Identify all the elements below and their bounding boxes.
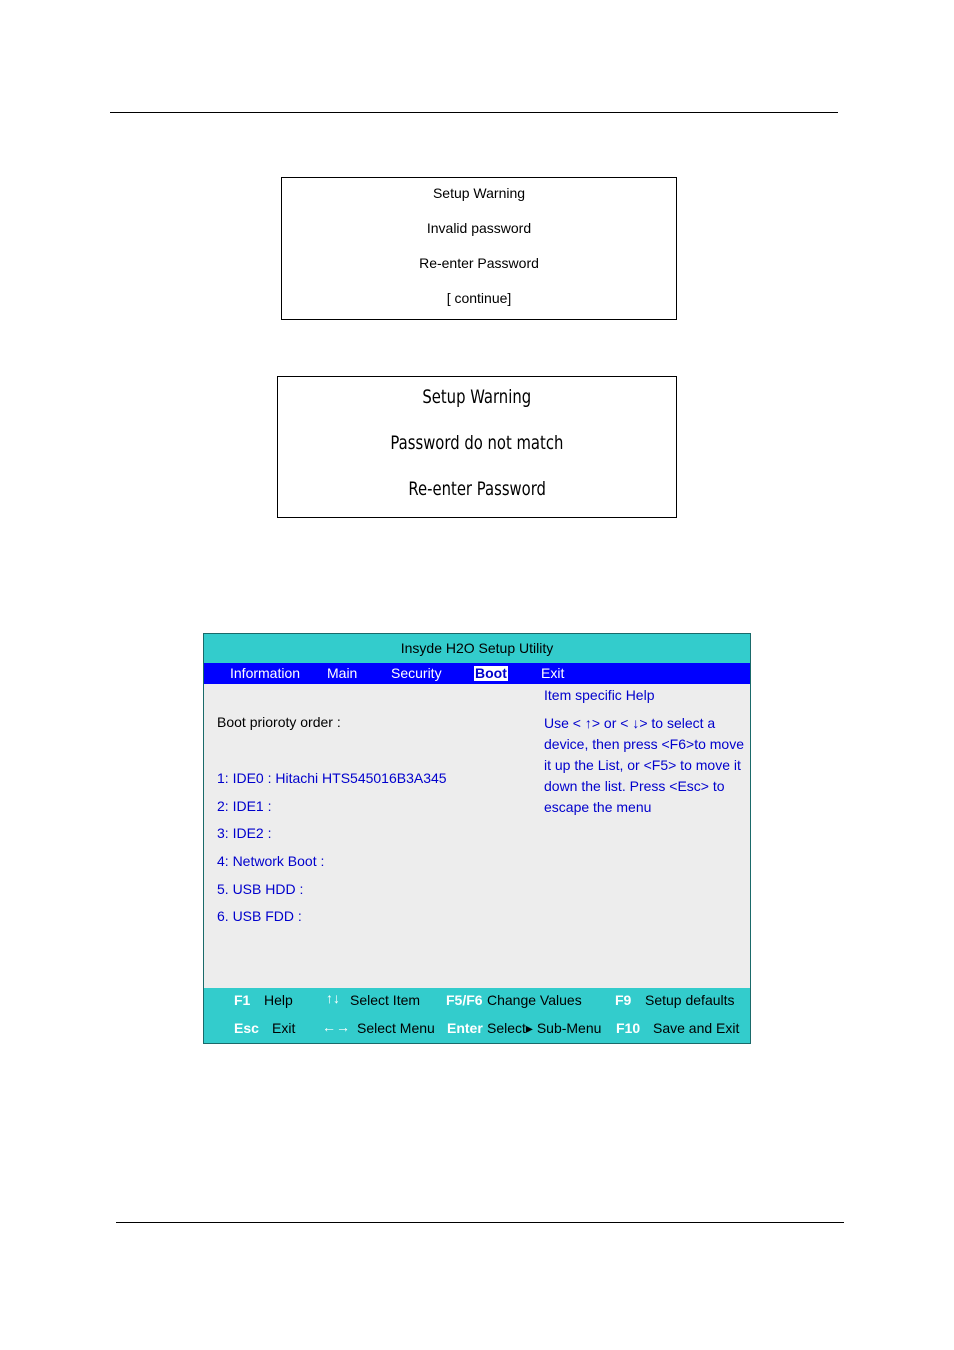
dialog-instruction: Re-enter Password	[408, 478, 546, 500]
leftright-arrows-icon: ←→	[322, 1019, 350, 1035]
continue-button[interactable]: [ continue]	[446, 290, 512, 306]
key-esc-label: Exit	[272, 1020, 296, 1036]
menu-exit[interactable]: Exit	[541, 665, 565, 681]
key-f10: F10	[616, 1020, 641, 1036]
menu-information[interactable]: Information	[230, 665, 301, 681]
key-enter: Enter	[447, 1020, 483, 1036]
help-line: it up the List, or <F5> to move it	[544, 757, 741, 773]
dialog-title: Setup Warning	[422, 386, 532, 408]
boot-item-ide1[interactable]: 2: IDE1 :	[217, 798, 272, 814]
key-f9: F9	[615, 992, 632, 1008]
boot-item-network[interactable]: 4: Network Boot :	[217, 853, 325, 869]
boot-item-usb-hdd[interactable]: 5. USB HDD :	[217, 881, 304, 897]
help-line: device, then press <F6>to move	[544, 736, 744, 752]
footer-rule	[116, 1222, 844, 1223]
help-line: Use < ↑> or < ↓> to select a	[544, 715, 716, 731]
boot-item-ide2[interactable]: 3: IDE2 :	[217, 825, 272, 841]
setup-warning-dialog-mismatch	[277, 376, 677, 518]
boot-item-usb-fdd[interactable]: 6. USB FDD :	[217, 908, 302, 924]
header-rule	[110, 112, 838, 113]
dialog-title: Setup Warning	[432, 185, 526, 201]
bios-menu-bar	[204, 663, 750, 684]
bios-footer	[204, 988, 750, 1044]
key-esc: Esc	[234, 1020, 259, 1036]
dialog-message: Password do not match	[390, 432, 564, 454]
key-f5f6: F5/F6	[446, 992, 483, 1008]
menu-boot[interactable]: Boot	[475, 665, 507, 681]
help-line: down the list. Press <Esc> to	[544, 778, 725, 794]
help-line: escape the menu	[544, 799, 652, 815]
boot-priority-heading: Boot prioroty order :	[217, 714, 341, 730]
bios-setup-screen	[203, 633, 751, 1044]
setup-defaults-label: Setup defaults	[645, 992, 735, 1008]
select-menu-label: Select Menu	[357, 1020, 435, 1036]
dialog-message: Invalid password	[426, 220, 532, 236]
key-f1: F1	[234, 992, 251, 1008]
updown-arrows-icon: ↑↓	[326, 990, 340, 1006]
bios-title-bar: Insyde H2O Setup Utility	[204, 634, 750, 663]
save-exit-label: Save and Exit	[653, 1020, 740, 1036]
boot-item-ide0[interactable]: 1: IDE0 : Hitachi HTS545016B3A345	[217, 770, 447, 786]
menu-security[interactable]: Security	[391, 665, 442, 681]
menu-main[interactable]: Main	[327, 665, 358, 681]
change-values-label: Change Values	[487, 992, 582, 1008]
select-item-label: Select Item	[350, 992, 421, 1008]
bios-body	[204, 684, 750, 988]
select-submenu-label: Select▸ Sub-Menu	[487, 1020, 602, 1036]
help-title: Item specific Help	[544, 687, 655, 703]
setup-warning-dialog-invalid	[281, 177, 677, 320]
dialog-instruction: Re-enter Password	[419, 255, 539, 271]
key-f1-label: Help	[264, 992, 293, 1008]
